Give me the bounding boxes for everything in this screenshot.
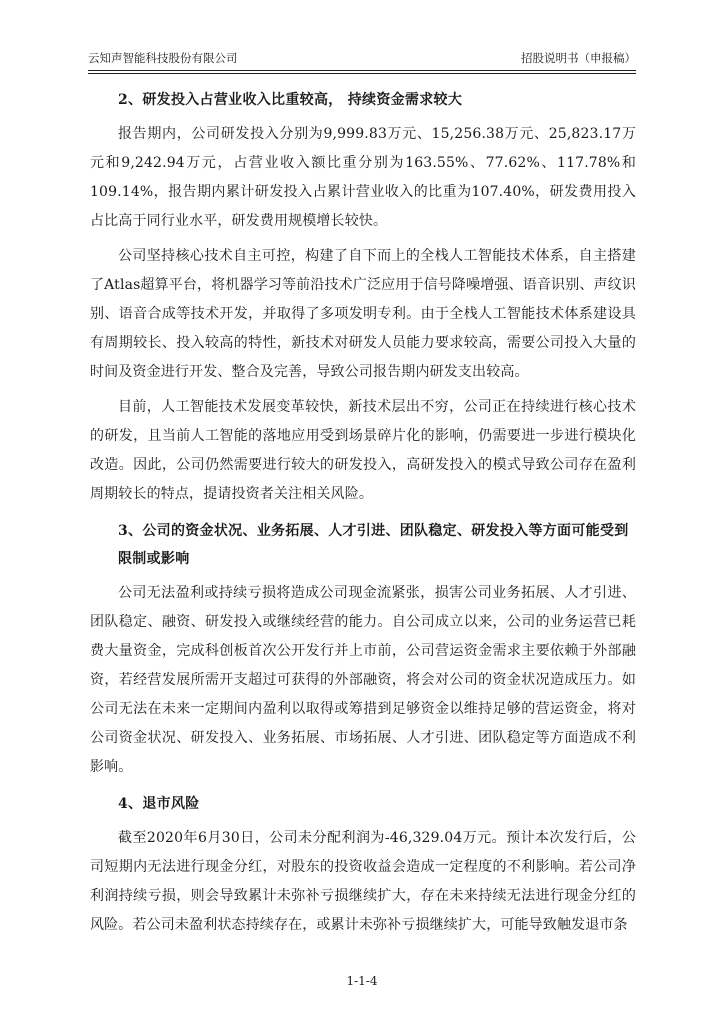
- section-delisting-risk: [90, 790, 636, 940]
- section-heading: 3、公司的资金状况、业务拓展、人才引进、团队稳定、研发投入等方面可能受到限制或影响: [118, 523, 629, 567]
- paragraph: 公司无法盈利或持续亏损将造成公司现金流紧张，损害公司业务拓展、人才引进、团队稳定、融资、研发投入或继续经营的能力。自公司成立以来，公司的业务运营已耗费大量资金，完成科创板首次公开发行并上市前，公司营运资金需求主要依赖于外部融资，若经营发展所需开支超过可获得的外部融资，将会对公司的资金状况造成压力。如公司无法在未来一定期间内盈利以取得或筹措到足够资金以维持足够的营运资金，将对公司资金状况、研发投入、业务拓展、市场拓展、人才引进、团队稳定等方面造成不利影响。: [90, 585, 636, 775]
- page-content: [90, 86, 636, 940]
- paragraph: 截至2020年6月30日，公司未分配利润为-46,329.04万元。预计本次发行后，公司短期内无法进行现金分红，对股东的投资收益会造成一定程度的不利影响。若公司净利润持续亏损，则会导致累计未弥补亏损继续扩大，存在未来持续无法进行现金分红的风险。若公司未盈利状态持续存在，或累计未弥补亏损继续扩大，可能导致触发退市条: [90, 830, 636, 933]
- page-number: 1-1-4: [346, 974, 378, 988]
- section-rd-investment: [90, 86, 636, 509]
- page-header: [88, 50, 636, 71]
- document-type: 招股说明书（申报稿）: [521, 51, 636, 65]
- company-name: 云知声智能科技股份有限公司: [88, 51, 238, 65]
- paragraph: 公司坚持核心技术自主可控，构建了自下而上的全栈人工智能技术体系，自主搭建了Atlas超算平台，将机器学习等前沿技术广泛应用于信号降噪增强、语音识别、声纹识别、语音合成等技术开发，并取得了多项发明专利。由于全栈人工智能技术体系建设具有周期较长、投入较高的特性，新技术对研发人员能力要求较高，需要公司投入大量的时间及资金进行开发、整合及完善，导致公司报告期内研发支出较高。: [90, 248, 636, 380]
- section-heading: 2、研发投入占营业收入比重较高， 持续资金需求较大: [118, 92, 463, 108]
- section-heading: 4、退市风险: [118, 796, 200, 812]
- paragraph: 报告期内，公司研发投入分别为9,999.83万元、15,256.38万元、25,823.17万元和9,242.94万元，占营业收入额比重分别为163.55%、77.62%、117.78%和109.14%，报告期内累计研发投入占累计营业收入的比重为107.40%，研发费用投入占比高于同行业水平，研发费用规模增长较快。: [90, 126, 636, 229]
- section-capital-status: [90, 517, 636, 782]
- paragraph: 目前，人工智能技术发展变革较快，新技术层出不穷，公司正在持续进行核心技术的研发，且当前人工智能的落地应用受到场景碎片化的影响，仍需要进一步进行模块化改造。因此，公司仍然需要进行较大的研发投入，高研发投入的模式导致公司存在盈利周期较长的特点，提请投资者关注相关风险。: [90, 399, 636, 502]
